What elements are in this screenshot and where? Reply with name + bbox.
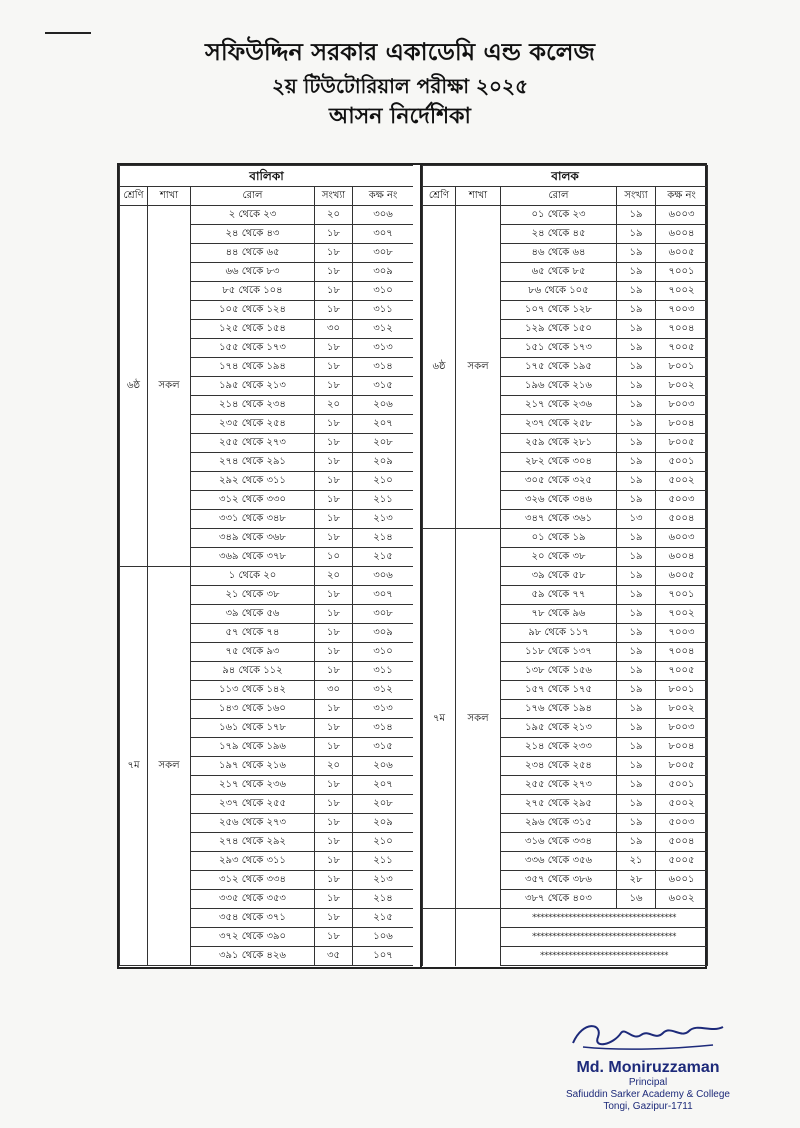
roll-cell: ১৯৫ থেকে ২১৩ <box>501 719 617 738</box>
roll-cell: ১৭৪ থেকে ১৯৪ <box>191 358 315 377</box>
count-cell: ২৮ <box>617 871 656 890</box>
room-cell: ৩১৩ <box>353 700 414 719</box>
count-cell: ১৯ <box>617 814 656 833</box>
room-cell: ৮০০১ <box>656 358 708 377</box>
count-cell: ১৮ <box>315 244 353 263</box>
room-cell: ৬০০৪ <box>656 548 708 567</box>
count-cell: ১৮ <box>315 358 353 377</box>
exam-title: ২য় টিউটোরিয়াল পরীক্ষা ২০২৫ <box>271 74 529 98</box>
count-cell: ১৮ <box>315 434 353 453</box>
count-cell: ১৯ <box>617 662 656 681</box>
room-cell: ৩১৪ <box>353 719 414 738</box>
count-cell: ১৯ <box>617 700 656 719</box>
count-cell: ১৮ <box>315 529 353 548</box>
roll-cell: ৭৫ থেকে ৯৩ <box>191 643 315 662</box>
count-cell: ১৮ <box>315 282 353 301</box>
roll-cell: ২৩৭ থেকে ২৫৮ <box>501 415 617 434</box>
count-cell: ১৯ <box>617 681 656 700</box>
room-cell: ৬০০২ <box>656 890 708 909</box>
college-name: Safiuddin Sarker Academy & College <box>566 1089 730 1100</box>
room-cell: ৩০৭ <box>353 586 414 605</box>
room-cell: ৬০০৫ <box>656 244 708 263</box>
roll-cell: ৩৪৭ থেকে ৩৬১ <box>501 510 617 529</box>
roll-cell: ৯৮ থেকে ১১৭ <box>501 624 617 643</box>
count-cell: ১৮ <box>315 415 353 434</box>
count-cell: ১৯ <box>617 320 656 339</box>
roll-cell: ৫৯ থেকে ৭৭ <box>501 586 617 605</box>
col-roll: রোল <box>501 187 617 206</box>
empty-cell <box>423 909 456 928</box>
roll-cell: ৩৪৯ থেকে ৩৬৮ <box>191 529 315 548</box>
room-cell: ৩১৪ <box>353 358 414 377</box>
room-cell: ২১৪ <box>353 890 414 909</box>
room-cell: ৭০০১ <box>656 586 708 605</box>
count-cell: ১৮ <box>315 719 353 738</box>
count-cell: ১৮ <box>315 624 353 643</box>
room-cell: ৩০৯ <box>353 624 414 643</box>
room-cell: ৩১১ <box>353 301 414 320</box>
roll-cell: ৩৯ থেকে ৫৮ <box>501 567 617 586</box>
room-cell: ৩১০ <box>353 282 414 301</box>
roll-cell: ৩২৬ থেকে ৩৪৬ <box>501 491 617 510</box>
roll-cell: ২৪ থেকে ৪৫ <box>501 225 617 244</box>
branch-cell: সকল <box>148 567 191 966</box>
room-cell: ২১১ <box>353 491 414 510</box>
count-cell: ১৮ <box>315 472 353 491</box>
roll-cell: ২৫৯ থেকে ২৮১ <box>501 434 617 453</box>
count-cell: ১৮ <box>315 263 353 282</box>
roll-cell: ২৭৫ থেকে ২৯৫ <box>501 795 617 814</box>
room-cell: ১০৬ <box>353 928 414 947</box>
count-cell: ১৯ <box>617 776 656 795</box>
room-cell: ৫০০২ <box>656 795 708 814</box>
col-roll: রোল <box>191 187 315 206</box>
roll-cell: ১২৯ থেকে ১৫০ <box>501 320 617 339</box>
empty-cell <box>456 947 501 966</box>
room-cell: ৫০০৫ <box>656 852 708 871</box>
col-count: সংখ্যা <box>617 187 656 206</box>
filler-row <box>423 909 708 928</box>
room-cell: ৬০০১ <box>656 871 708 890</box>
count-cell: ১৮ <box>315 871 353 890</box>
roll-cell: ৩৬৯ থেকে ৩৭৮ <box>191 548 315 567</box>
boys-title: বালক <box>423 166 708 187</box>
roll-cell: ৩১৬ থেকে ৩৩৪ <box>501 833 617 852</box>
girls-header-row <box>120 187 414 206</box>
roll-cell: ০১ থেকে ২৩ <box>501 206 617 225</box>
room-cell: ৫০০৪ <box>656 510 708 529</box>
count-cell: ২০ <box>315 757 353 776</box>
roll-cell: ৩৯১ থেকে ৪২৬ <box>191 947 315 966</box>
count-cell: ১৯ <box>617 415 656 434</box>
roll-cell: ১ থেকে ২০ <box>191 567 315 586</box>
room-cell: ৩০৮ <box>353 605 414 624</box>
roll-cell: ৪৬ থেকে ৬৪ <box>501 244 617 263</box>
roll-cell: ৩১২ থেকে ৩৩০ <box>191 491 315 510</box>
count-cell: ২১ <box>617 852 656 871</box>
count-cell: ১৮ <box>315 225 353 244</box>
count-cell: ১৮ <box>315 377 353 396</box>
branch-cell: সকল <box>148 206 191 567</box>
room-cell: ১০৭ <box>353 947 414 966</box>
roll-cell: ২৯৬ থেকে ৩১৫ <box>501 814 617 833</box>
count-cell: ২০ <box>315 567 353 586</box>
count-cell: ১৮ <box>315 339 353 358</box>
roll-cell: ১৪৩ থেকে ১৬০ <box>191 700 315 719</box>
count-cell: ১৯ <box>617 567 656 586</box>
roll-cell: ৪৪ থেকে ৬৫ <box>191 244 315 263</box>
section-divider <box>413 165 420 967</box>
count-cell: ১৮ <box>315 700 353 719</box>
count-cell: ১৯ <box>617 453 656 472</box>
roll-cell: ২৭৪ থেকে ২৯২ <box>191 833 315 852</box>
room-cell: ৮০০২ <box>656 700 708 719</box>
class-cell: ৬ষ্ঠ <box>423 206 456 529</box>
room-cell: ৭০০৪ <box>656 320 708 339</box>
room-cell: ৫০০২ <box>656 472 708 491</box>
room-cell: ২০৯ <box>353 814 414 833</box>
room-cell: ৩১০ <box>353 643 414 662</box>
count-cell: ১৯ <box>617 263 656 282</box>
roll-cell: ১০৭ থেকে ১২৮ <box>501 301 617 320</box>
room-cell: ২০৮ <box>353 434 414 453</box>
room-cell: ৭০০৩ <box>656 301 708 320</box>
institution-name: সফিউদ্দিন সরকার একাডেমি এন্ড কলেজ <box>204 38 596 66</box>
count-cell: ১৮ <box>315 738 353 757</box>
roll-cell: ২৩৪ থেকে ২৫৪ <box>501 757 617 776</box>
count-cell: ১৮ <box>315 510 353 529</box>
col-branch: শাখা <box>456 187 501 206</box>
roll-cell: ৭৮ থেকে ৯৬ <box>501 605 617 624</box>
count-cell: ১৮ <box>315 795 353 814</box>
col-branch: শাখা <box>148 187 191 206</box>
room-cell: ৩১২ <box>353 320 414 339</box>
roll-cell: ২১ থেকে ৩৮ <box>191 586 315 605</box>
roll-cell: ৩০৫ থেকে ৩২৫ <box>501 472 617 491</box>
count-cell: ১৮ <box>315 928 353 947</box>
roll-cell: ২১৪ থেকে ২৩৩ <box>501 738 617 757</box>
count-cell: ১৯ <box>617 434 656 453</box>
room-cell: ৭০০৩ <box>656 624 708 643</box>
room-cell: ৮০০১ <box>656 681 708 700</box>
count-cell: ১৮ <box>315 586 353 605</box>
count-cell: ১৯ <box>617 396 656 415</box>
roll-cell: ৯৪ থেকে ১১২ <box>191 662 315 681</box>
table-row <box>120 206 414 225</box>
roll-cell: ১৯৭ থেকে ২১৬ <box>191 757 315 776</box>
room-cell: ৭০০১ <box>656 263 708 282</box>
count-cell: ২০ <box>315 206 353 225</box>
count-cell: ১৯ <box>617 605 656 624</box>
room-cell: ৬০০৩ <box>656 206 708 225</box>
roll-cell: ৩৩১ থেকে ৩৪৮ <box>191 510 315 529</box>
branch-cell: সকল <box>456 529 501 909</box>
room-cell: ২০৭ <box>353 776 414 795</box>
count-cell: ১৯ <box>617 624 656 643</box>
room-cell: ৩০৯ <box>353 263 414 282</box>
filler-row <box>423 947 708 966</box>
room-cell: ৮০০৩ <box>656 719 708 738</box>
filler-stars: ******************************** <box>501 947 708 966</box>
room-cell: ৮০০৩ <box>656 396 708 415</box>
room-cell: ৩১৩ <box>353 339 414 358</box>
count-cell: ১৮ <box>315 852 353 871</box>
room-cell: ৮০০৫ <box>656 434 708 453</box>
room-cell: ৫০০৩ <box>656 814 708 833</box>
college-address: Tongi, Gazipur-1711 <box>603 1101 693 1112</box>
count-cell: ১৩ <box>617 510 656 529</box>
boys-section <box>420 165 707 967</box>
roll-cell: ০১ থেকে ১৯ <box>501 529 617 548</box>
roll-cell: ২৯২ থেকে ৩১১ <box>191 472 315 491</box>
roll-cell: ৫৭ থেকে ৭৪ <box>191 624 315 643</box>
room-cell: ৫০০৩ <box>656 491 708 510</box>
count-cell: ২০ <box>315 396 353 415</box>
count-cell: ১৯ <box>617 491 656 510</box>
filler-row <box>423 928 708 947</box>
roll-cell: ২ থেকে ২৩ <box>191 206 315 225</box>
room-cell: ২১১ <box>353 852 414 871</box>
room-cell: ৫০০৪ <box>656 833 708 852</box>
count-cell: ১০ <box>315 548 353 567</box>
roll-cell: ৩৩৫ থেকে ৩৫৩ <box>191 890 315 909</box>
roll-cell: ২৩৫ থেকে ২৫৪ <box>191 415 315 434</box>
count-cell: ১৯ <box>617 719 656 738</box>
roll-cell: ১১৩ থেকে ১৪২ <box>191 681 315 700</box>
roll-cell: ১২৫ থেকে ১৫৪ <box>191 320 315 339</box>
top-mark <box>45 32 91 34</box>
room-cell: ৬০০৩ <box>656 529 708 548</box>
room-cell: ২০৬ <box>353 396 414 415</box>
count-cell: ১৯ <box>617 301 656 320</box>
room-cell: ৫০০১ <box>656 776 708 795</box>
room-cell: ৩০৮ <box>353 244 414 263</box>
room-cell: ২০৬ <box>353 757 414 776</box>
count-cell: ১৯ <box>617 377 656 396</box>
roll-cell: ২৫৬ থেকে ২৭৩ <box>191 814 315 833</box>
roll-cell: ৩১২ থেকে ৩৩৪ <box>191 871 315 890</box>
branch-cell: সকল <box>456 206 501 529</box>
roll-cell: ২৪ থেকে ৪৩ <box>191 225 315 244</box>
roll-cell: ১৭৫ থেকে ১৯৫ <box>501 358 617 377</box>
room-cell: ৮০০৪ <box>656 738 708 757</box>
document-title: আসন নির্দেশিকা <box>329 104 471 129</box>
roll-cell: ২৮২ থেকে ৩০৪ <box>501 453 617 472</box>
count-cell: ১৯ <box>617 757 656 776</box>
count-cell: ১৮ <box>315 301 353 320</box>
roll-cell: ১৫১ থেকে ১৭৩ <box>501 339 617 358</box>
count-cell: ১৮ <box>315 643 353 662</box>
count-cell: ১৯ <box>617 206 656 225</box>
principal-name: Md. Moniruzzaman <box>576 1059 720 1076</box>
room-cell: ৩০৬ <box>353 567 414 586</box>
count-cell: ১৮ <box>315 833 353 852</box>
table-row <box>120 567 414 586</box>
roll-cell: ৩৮৭ থেকে ৪০৩ <box>501 890 617 909</box>
page-header <box>0 40 800 128</box>
room-cell: ৩১৫ <box>353 377 414 396</box>
empty-cell <box>456 928 501 947</box>
roll-cell: ২৫৫ থেকে ২৭৩ <box>191 434 315 453</box>
count-cell: ১৬ <box>617 890 656 909</box>
empty-cell <box>423 947 456 966</box>
roll-cell: ২১৭ থেকে ২৩৬ <box>501 396 617 415</box>
class-cell: ৬ষ্ঠ <box>120 206 148 567</box>
roll-cell: ২৭৪ থেকে ২৯১ <box>191 453 315 472</box>
roll-cell: ১৫৭ থেকে ১৭৫ <box>501 681 617 700</box>
count-cell: ১৮ <box>315 662 353 681</box>
room-cell: ২০৮ <box>353 795 414 814</box>
roll-cell: ১৭৬ থেকে ১৯৪ <box>501 700 617 719</box>
room-cell: ৭০০২ <box>656 282 708 301</box>
room-cell: ৮০০২ <box>656 377 708 396</box>
count-cell: ১৯ <box>617 586 656 605</box>
room-cell: ৩১৫ <box>353 738 414 757</box>
col-room: কক্ষ নং <box>353 187 414 206</box>
empty-cell <box>423 928 456 947</box>
class-cell: ৭ম <box>120 567 148 966</box>
roll-cell: ২৯৩ থেকে ৩১১ <box>191 852 315 871</box>
room-cell: ২১০ <box>353 833 414 852</box>
roll-cell: ৮৫ থেকে ১০৪ <box>191 282 315 301</box>
col-class: শ্রেণি <box>423 187 456 206</box>
room-cell: ২১৫ <box>353 909 414 928</box>
count-cell: ১৯ <box>617 339 656 358</box>
principal-signature-block <box>548 1015 748 1113</box>
roll-cell: ৩৫৪ থেকে ৩৭১ <box>191 909 315 928</box>
table-row <box>423 529 708 548</box>
count-cell: ১৯ <box>617 548 656 567</box>
col-count: সংখ্যা <box>315 187 353 206</box>
room-cell: ২১৫ <box>353 548 414 567</box>
roll-cell: ২৫৫ থেকে ২৭৩ <box>501 776 617 795</box>
col-class: শ্রেণি <box>120 187 148 206</box>
roll-cell: ৩৫৭ থেকে ৩৮৬ <box>501 871 617 890</box>
roll-cell: ১৭৯ থেকে ১৯৬ <box>191 738 315 757</box>
count-cell: ১৯ <box>617 358 656 377</box>
count-cell: ১৯ <box>617 833 656 852</box>
roll-cell: ২০ থেকে ৩৮ <box>501 548 617 567</box>
filler-stars: ************************************ <box>501 928 708 947</box>
roll-cell: ৩৩৬ থেকে ৩৫৬ <box>501 852 617 871</box>
count-cell: ১৮ <box>315 491 353 510</box>
count-cell: ১৮ <box>315 890 353 909</box>
count-cell: ১৮ <box>315 909 353 928</box>
roll-cell: ২১৭ থেকে ২৩৬ <box>191 776 315 795</box>
roll-cell: ১৩৮ থেকে ১৫৬ <box>501 662 617 681</box>
room-cell: ৭০০২ <box>656 605 708 624</box>
room-cell: ৭০০৪ <box>656 643 708 662</box>
room-cell: ২১০ <box>353 472 414 491</box>
count-cell: ১৮ <box>315 605 353 624</box>
roll-cell: ৩৯ থেকে ৫৬ <box>191 605 315 624</box>
room-cell: ২০৯ <box>353 453 414 472</box>
roll-cell: ১৫৫ থেকে ১৭৩ <box>191 339 315 358</box>
room-cell: ৩১১ <box>353 662 414 681</box>
girls-section <box>119 165 415 967</box>
roll-cell: ৬৬ থেকে ৮৩ <box>191 263 315 282</box>
count-cell: ৩০ <box>315 681 353 700</box>
roll-cell: ২১৪ থেকে ২৩৪ <box>191 396 315 415</box>
principal-title: Principal <box>628 1077 668 1088</box>
roll-cell: ৬৫ থেকে ৮৫ <box>501 263 617 282</box>
room-cell: ৩০৭ <box>353 225 414 244</box>
room-cell: ২১৩ <box>353 871 414 890</box>
count-cell: ১৯ <box>617 643 656 662</box>
room-cell: ২০৭ <box>353 415 414 434</box>
count-cell: ১৯ <box>617 472 656 491</box>
seating-plan-table <box>117 163 707 969</box>
count-cell: ৩৫ <box>315 947 353 966</box>
roll-cell: ৮৬ থেকে ১০৫ <box>501 282 617 301</box>
roll-cell: ১৯৬ থেকে ২১৬ <box>501 377 617 396</box>
room-cell: ২১৪ <box>353 529 414 548</box>
count-cell: ১৯ <box>617 282 656 301</box>
count-cell: ১৯ <box>617 738 656 757</box>
count-cell: ১৮ <box>315 776 353 795</box>
room-cell: ৮০০৫ <box>656 757 708 776</box>
col-room: কক্ষ নং <box>656 187 708 206</box>
room-cell: ৭০০৫ <box>656 339 708 358</box>
roll-cell: ১০৫ থেকে ১২৪ <box>191 301 315 320</box>
class-cell: ৭ম <box>423 529 456 909</box>
count-cell: ১৮ <box>315 453 353 472</box>
table-row <box>423 206 708 225</box>
room-cell: ৮০০৪ <box>656 415 708 434</box>
room-cell: ৬০০৫ <box>656 567 708 586</box>
room-cell: ৬০০৪ <box>656 225 708 244</box>
roll-cell: ১৯৫ থেকে ২১৩ <box>191 377 315 396</box>
signature-scribble-icon <box>563 1015 733 1055</box>
room-cell: ৩১২ <box>353 681 414 700</box>
boys-header-row <box>423 187 708 206</box>
count-cell: ১৯ <box>617 795 656 814</box>
count-cell: ১৯ <box>617 529 656 548</box>
roll-cell: ১১৮ থেকে ১৩৭ <box>501 643 617 662</box>
roll-cell: ৩৭২ থেকে ৩৯০ <box>191 928 315 947</box>
count-cell: ১৯ <box>617 244 656 263</box>
empty-cell <box>456 909 501 928</box>
room-cell: ৫০০১ <box>656 453 708 472</box>
filler-stars: ************************************ <box>501 909 708 928</box>
roll-cell: ২৩৭ থেকে ২৫৫ <box>191 795 315 814</box>
roll-cell: ১৬১ থেকে ১৭৮ <box>191 719 315 738</box>
room-cell: ২১৩ <box>353 510 414 529</box>
count-cell: ৩০ <box>315 320 353 339</box>
count-cell: ১৮ <box>315 814 353 833</box>
girls-table <box>119 165 414 966</box>
boys-table <box>422 165 708 966</box>
girls-title: বালিকা <box>120 166 414 187</box>
room-cell: ৩০৬ <box>353 206 414 225</box>
count-cell: ১৯ <box>617 225 656 244</box>
room-cell: ৭০০৫ <box>656 662 708 681</box>
